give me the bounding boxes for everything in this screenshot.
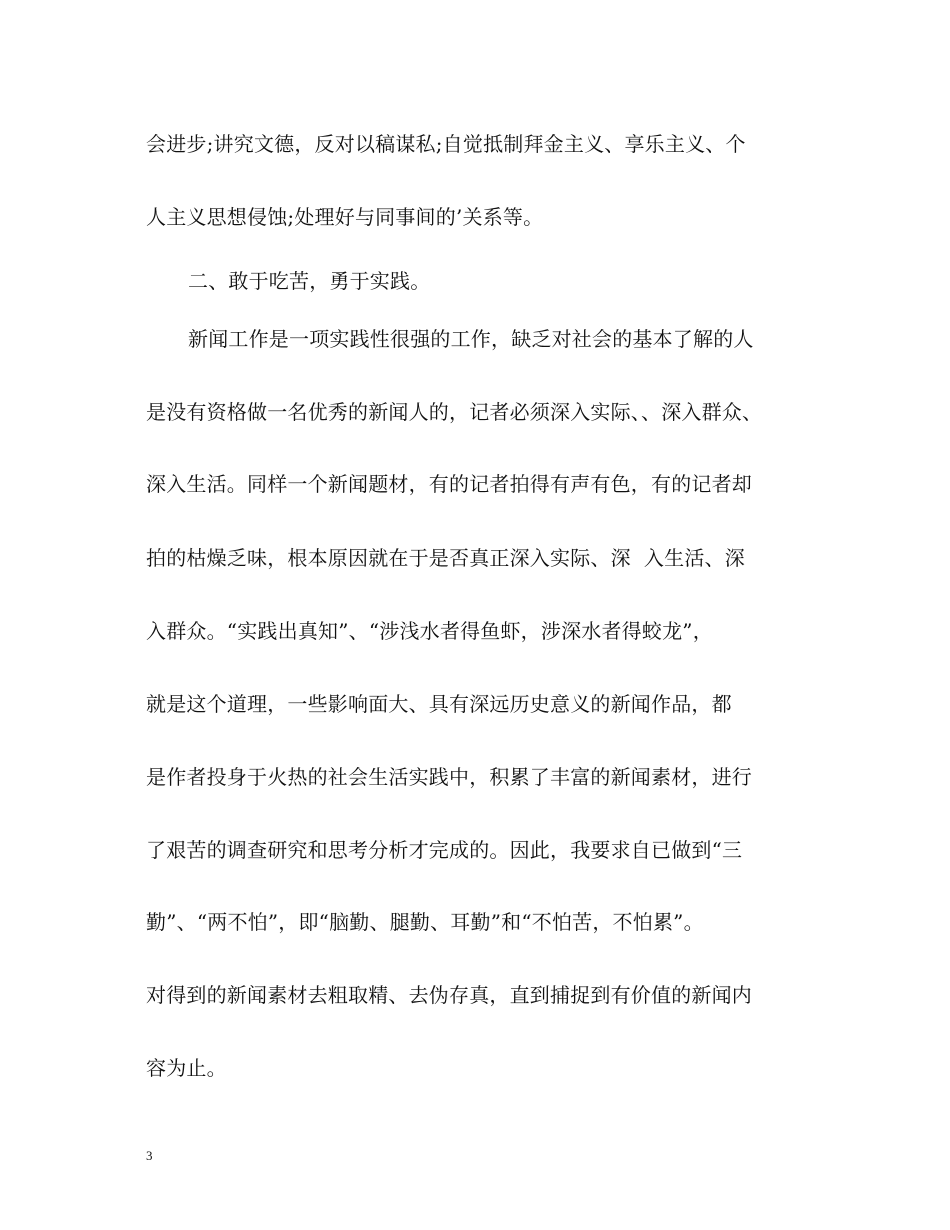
body-text-line: 是作者投身于火热的社会生活实践中，积累了丰富的新闻素材，进行 [146, 765, 752, 789]
body-text-line: 拍的枯燥乏味，根本原因就在于是否真正深入实际、深 入生活、深 [146, 546, 745, 570]
body-text-line: 是没有资格做一名优秀的新闻人的，记者必须深入实际、、深入群众、 [146, 400, 763, 424]
body-text-line: 勤”、“两不怕”，即“脑勤、腿勤、耳勤”和“不怕苦，不怕累”。 [146, 910, 704, 934]
body-text-line: 人主义思想侵蚀;处理好与同事间的’关系等。 [146, 205, 544, 229]
body-text-line: 就是这个道理，一些影响面大、具有深远历史意义的新闻作品，都 [146, 692, 732, 716]
body-text-line: 入群众。“实践出真知”、“涉浅水者得鱼虾，涉深水者得蛟龙”， [146, 619, 713, 643]
page-number: 3 [146, 1148, 153, 1163]
body-text-line: 了艰苦的调查研究和思考分析才完成的。因此，我要求自已做到“三 [146, 838, 743, 862]
section-heading: 二、敢于吃苦，勇于实践。 [188, 269, 431, 293]
body-text-line: 新闻工作是一项实践性很强的工作，缺乏对社会的基本了解的人 [188, 327, 754, 351]
body-text-line: 对得到的新闻素材去粗取精、去伪存真，直到捕捉到有价值的新闻内 [146, 983, 752, 1007]
body-text-line: 深入生活。同样一个新闻题材，有的记者拍得有声有色，有的记者却 [146, 472, 752, 496]
body-text-line: 容为止。 [146, 1056, 227, 1080]
body-text-line: 会进步;讲究文德，反对以稿谋私;自觉抵制拜金主义、享乐主义、个 [146, 132, 746, 156]
